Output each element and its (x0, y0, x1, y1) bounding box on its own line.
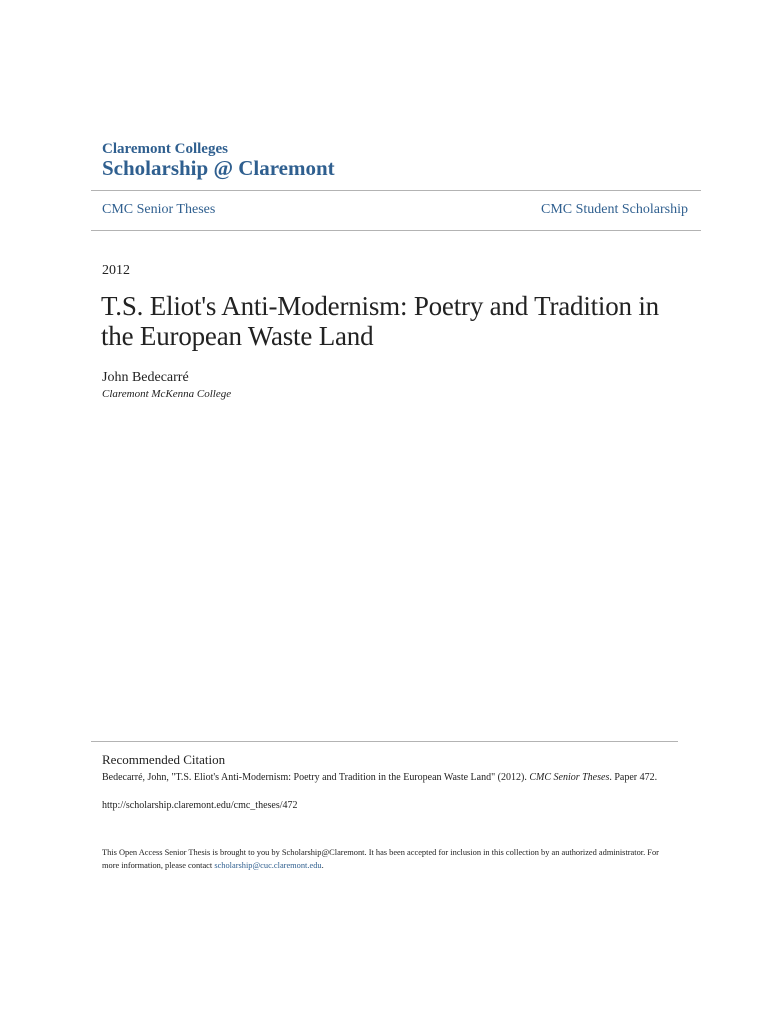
citation-heading: Recommended Citation (102, 752, 226, 767)
citation-text (102, 771, 672, 784)
citation-series: CMC Senior Theses (529, 772, 610, 783)
citation-divider (91, 741, 678, 742)
citation-text-main: Bedecarré, John, "T.S. Eliot's Anti-Modernism: Poetry and Tradition in the European Waste Land" (2012). (102, 772, 530, 783)
citation-url[interactable]: http://scholarship.claremont.edu/cmc_theses/472 (102, 800, 298, 811)
access-notice-end: . (321, 861, 324, 870)
publication-year: 2012 (102, 263, 130, 278)
repository-name: Scholarship @ Claremont (102, 156, 335, 180)
series-link-student-scholarship[interactable]: CMC Student Scholarship (540, 202, 688, 217)
contact-email-link[interactable]: scholarship@cuc.claremont.edu (214, 861, 322, 870)
author-name: John Bedecarré (102, 370, 189, 385)
header-divider-bottom (91, 230, 701, 231)
series-link-senior-theses[interactable]: CMC Senior Theses (102, 202, 216, 217)
citation-text-end: . Paper 472. (609, 772, 658, 783)
access-notice-text: This Open Access Senior Thesis is brought to you by Scholarship@Claremont. It has been accepted for inclusion in this collection by an authorized administrator. For more information, please contact (102, 848, 659, 870)
header-divider-top (91, 190, 701, 191)
author-affiliation: Claremont McKenna College (102, 388, 232, 400)
institution-name: Claremont Colleges (102, 141, 228, 157)
access-notice (102, 846, 672, 872)
paper-title: T.S. Eliot's Anti-Modernism: Poetry and Tradition in the European Waste Land (101, 291, 659, 351)
